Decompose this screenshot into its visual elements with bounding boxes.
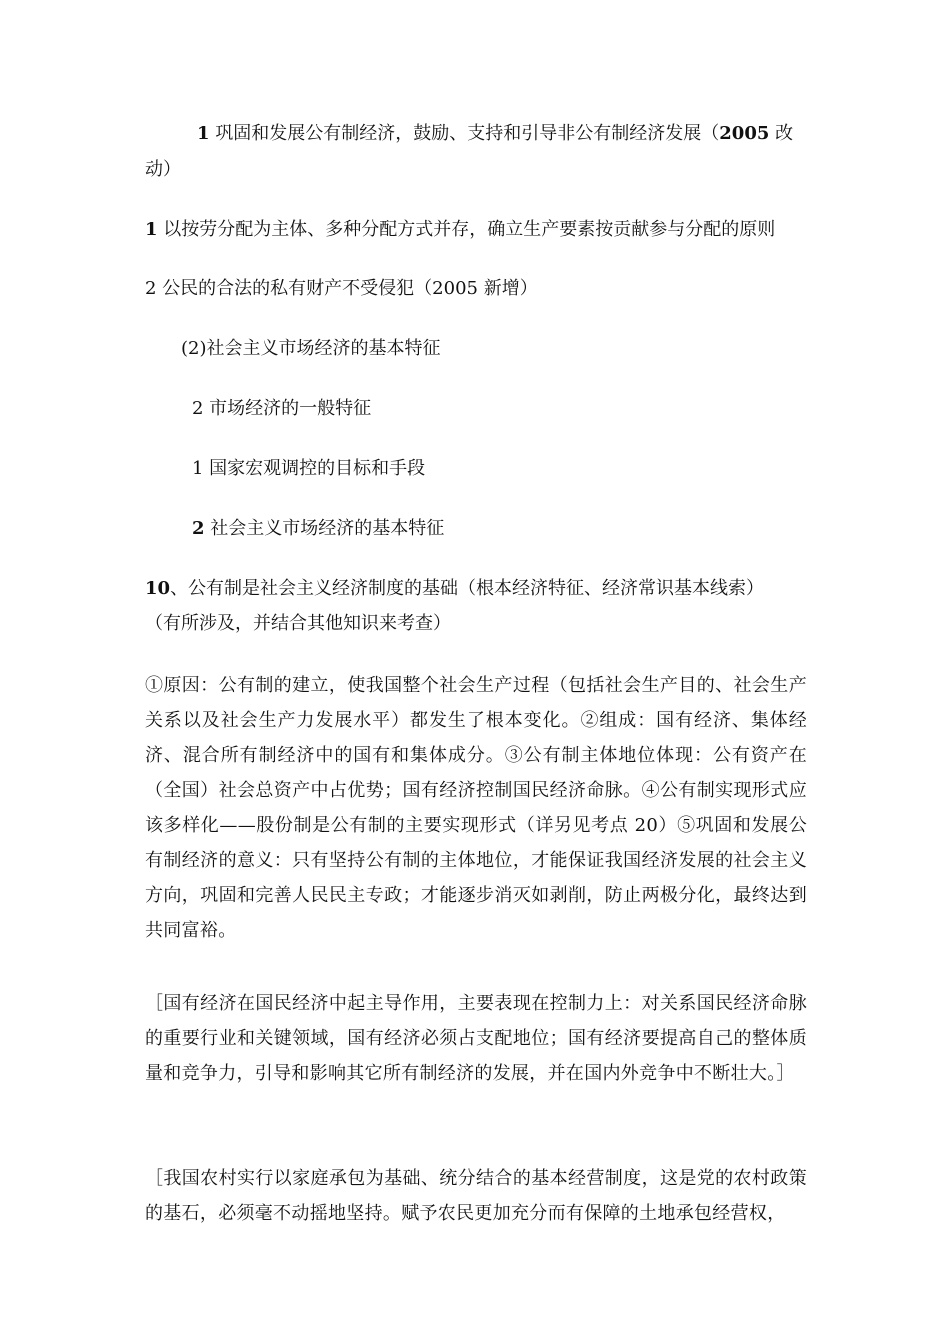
item-number: 10 bbox=[145, 578, 171, 599]
item-number: 2 bbox=[192, 518, 205, 539]
item-number: 1 bbox=[197, 123, 210, 144]
paragraph-state-economy: ［国有经济在国民经济中起主导作用，主要表现在控制力上：对关系国民经济命脉的重要行业和关键领域，国有经济必须占支配地位；国有经济要提高自己的整体质量和竞争力，引导和影响其它所有制经济的发展，并在国内外竞争中不断壮大。］ bbox=[145, 993, 807, 1084]
item-2-line bbox=[145, 212, 775, 248]
item-number: 1 bbox=[145, 219, 158, 240]
item-3-line bbox=[145, 271, 538, 307]
item-text: 以按劳分配为主体、多种分配方式并存，确立生产要素按贡献参与分配的原则 bbox=[163, 219, 776, 240]
item-8-line bbox=[145, 571, 764, 607]
item-text: 2 市场经济的一般特征 bbox=[192, 398, 372, 419]
paragraph-public-ownership: ①原因：公有制的建立，使我国整个社会生产过程（包括社会生产目的、社会生产关系以及社会生产力发展水平）都发生了根本变化。②组成：国有经济、集体经济、混合所有制经济中的国有和集体成分。③公有制主体地位体现：公有资产在（全国）社会总资产中占优势；国有经济控制国民经济命脉。④公有制实现形式应该多样化——股份制是公有制的主要实现形式（详另见考点 20）⑤巩固和发展公有制经济的意义：只有坚持公有制的主体地位，才能保证我国经济发展的社会主义方向，巩固和完善人民民主专政；才能逐步消灭如剥削，防止两极分化，最终达到共同富裕。 bbox=[145, 675, 807, 941]
item-text: 巩固和发展公有制经济，鼓励、支持和引导非公有制经济发展（ bbox=[215, 123, 720, 144]
paragraph-rural-system: ［我国农村实行以家庭承包为基础、统分结合的基本经营制度，这是党的农村政策的基石，必须毫不动摇地坚持。赋予农民更加充分而有保障的土地承包经营权， bbox=[145, 1168, 807, 1224]
item-6-line bbox=[192, 451, 425, 487]
item-year: 2005 bbox=[719, 123, 770, 144]
item-1-line bbox=[197, 116, 793, 152]
item-text: (2)社会主义市场经济的基本特征 bbox=[181, 338, 441, 359]
item-text: 社会主义市场经济的基本特征 bbox=[210, 518, 445, 539]
item-1-continuation bbox=[145, 152, 181, 188]
item-8-continuation bbox=[145, 606, 451, 642]
item-7-line bbox=[192, 511, 444, 547]
item-text: 动） bbox=[145, 159, 181, 180]
item-4-line bbox=[181, 331, 441, 367]
item-text: 2 公民的合法的私有财产不受侵犯（2005 新增） bbox=[145, 278, 538, 299]
item-5-line bbox=[192, 391, 371, 427]
item-text: 、公有制是社会主义经济制度的基础（根本经济特征、经济常识基本线索） bbox=[170, 578, 765, 599]
item-text: 1 国家宏观调控的目标和手段 bbox=[192, 458, 426, 479]
item-text: （有所涉及，并结合其他知识来考查） bbox=[145, 613, 451, 634]
item-text-after: 改 bbox=[775, 123, 794, 144]
